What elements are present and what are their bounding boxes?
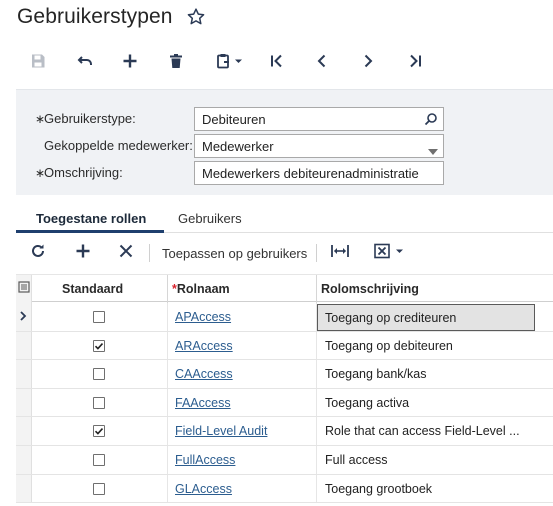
row-selector[interactable] bbox=[16, 360, 32, 388]
fit-width-icon bbox=[331, 244, 349, 263]
save-icon bbox=[30, 53, 46, 69]
col-rolename-label: Rolnaam bbox=[176, 282, 230, 296]
description-field[interactable] bbox=[194, 161, 444, 185]
table-row[interactable] bbox=[16, 332, 553, 361]
cell-divider bbox=[167, 303, 168, 331]
cell-divider bbox=[316, 446, 317, 474]
paste-button[interactable] bbox=[210, 44, 250, 78]
delete-button[interactable] bbox=[161, 44, 191, 78]
standard-checkbox[interactable] bbox=[93, 483, 105, 495]
cell-divider bbox=[316, 475, 317, 503]
page-title: Gebruikerstypen bbox=[17, 5, 173, 28]
standard-checkbox[interactable] bbox=[93, 397, 105, 409]
column-divider[interactable] bbox=[167, 275, 168, 303]
roles-grid bbox=[16, 274, 553, 506]
chevron-right-icon bbox=[360, 53, 376, 69]
tab-users-label: Gebruikers bbox=[178, 211, 242, 226]
clipboard-icon bbox=[216, 53, 244, 69]
table-row[interactable] bbox=[16, 446, 553, 475]
active-tab-indicator bbox=[16, 230, 164, 233]
first-icon bbox=[269, 53, 285, 69]
usertype-label: Gebruikerstype: bbox=[44, 111, 136, 126]
role-name-link[interactable]: ARAccess bbox=[175, 338, 233, 353]
chevron-right-icon bbox=[20, 308, 27, 326]
add-icon bbox=[75, 243, 91, 264]
role-name-link[interactable]: FAAccess bbox=[175, 395, 231, 410]
usertype-field[interactable] bbox=[194, 107, 444, 131]
main-toolbar bbox=[0, 44, 553, 78]
tab-allowed-roles[interactable] bbox=[36, 201, 146, 233]
standard-checkbox[interactable] bbox=[93, 340, 105, 352]
column-divider[interactable] bbox=[316, 275, 317, 303]
cell-divider bbox=[316, 360, 317, 388]
star-icon[interactable] bbox=[186, 7, 206, 27]
required-marker: ∗ bbox=[35, 166, 46, 180]
refresh-button[interactable] bbox=[26, 237, 50, 269]
cell-divider bbox=[167, 417, 168, 445]
standard-checkbox[interactable] bbox=[93, 454, 105, 466]
cell-divider bbox=[167, 475, 168, 503]
add-icon bbox=[122, 53, 138, 69]
standard-checkbox[interactable] bbox=[93, 425, 105, 437]
role-description: Full access bbox=[325, 453, 388, 467]
last-record-button[interactable] bbox=[400, 44, 430, 78]
grid-toolbar bbox=[16, 235, 553, 271]
add-row-button[interactable] bbox=[71, 237, 95, 269]
table-row[interactable] bbox=[16, 417, 553, 446]
cell-divider bbox=[316, 332, 317, 360]
role-name-link[interactable]: GLAccess bbox=[175, 481, 232, 496]
check-icon bbox=[94, 426, 104, 436]
close-icon bbox=[118, 243, 134, 264]
excel-icon bbox=[374, 243, 408, 264]
trash-icon bbox=[168, 53, 184, 69]
required-marker: ∗ bbox=[35, 112, 46, 126]
check-icon bbox=[94, 341, 104, 351]
delete-row-button[interactable] bbox=[114, 237, 138, 269]
add-button[interactable] bbox=[115, 44, 145, 78]
role-description: Role that can access Field-Level ... bbox=[325, 424, 520, 439]
row-selector[interactable] bbox=[16, 446, 32, 474]
col-roledesc-label: Rolomschrijving bbox=[321, 282, 419, 296]
cell-divider bbox=[316, 417, 317, 445]
role-name-link[interactable]: APAccess bbox=[175, 310, 232, 324]
role-description: Toegang op debiteuren bbox=[325, 338, 453, 353]
standard-checkbox[interactable] bbox=[93, 368, 105, 380]
role-name-link[interactable]: CAAccess bbox=[175, 367, 233, 382]
first-record-button[interactable] bbox=[262, 44, 292, 78]
col-header-roledesc[interactable] bbox=[321, 275, 419, 303]
role-description-editor[interactable]: Toegang op crediteuren bbox=[317, 304, 535, 331]
cell-divider bbox=[167, 360, 168, 388]
cell-divider bbox=[167, 332, 168, 360]
role-description: Toegang grootboek bbox=[325, 481, 433, 496]
export-excel-button[interactable] bbox=[373, 237, 409, 269]
tab-bar bbox=[16, 201, 553, 233]
row-selector[interactable] bbox=[16, 417, 32, 445]
standard-checkbox[interactable] bbox=[93, 311, 105, 323]
employee-select[interactable] bbox=[194, 134, 444, 158]
description-label: Omschrijving: bbox=[44, 165, 123, 180]
save-button[interactable] bbox=[23, 44, 53, 78]
dropdown-arrow-icon bbox=[428, 143, 438, 158]
role-description: Toegang activa bbox=[325, 395, 410, 410]
grid-header bbox=[16, 274, 553, 302]
col-header-standard[interactable] bbox=[62, 275, 123, 303]
cell-divider bbox=[316, 389, 317, 417]
form-panel bbox=[16, 89, 553, 195]
col-standard-label: Standaard bbox=[62, 282, 124, 296]
file-list-icon bbox=[18, 280, 30, 298]
tab-allowed-roles-label: Toegestane rollen bbox=[36, 211, 147, 226]
row-selector-header[interactable] bbox=[16, 275, 32, 303]
employee-value: Medewerker bbox=[202, 139, 274, 154]
toolbar-divider bbox=[149, 244, 150, 262]
row-selector[interactable] bbox=[16, 475, 32, 503]
undo-button[interactable] bbox=[70, 44, 100, 78]
table-row[interactable] bbox=[16, 303, 553, 332]
search-icon[interactable] bbox=[424, 112, 438, 129]
employee-label: Gekoppelde medewerker: bbox=[44, 138, 193, 153]
cell-divider bbox=[167, 446, 168, 474]
apply-to-users-label: Toepassen op gebruikers bbox=[162, 245, 308, 261]
refresh-icon bbox=[30, 243, 46, 264]
col-header-rolename[interactable] bbox=[172, 275, 230, 303]
next-record-button[interactable] bbox=[353, 44, 383, 78]
description-value: Medewerkers debiteurenadministratie bbox=[202, 166, 419, 181]
cell-divider bbox=[167, 389, 168, 417]
tab-users[interactable] bbox=[178, 201, 242, 233]
table-row[interactable] bbox=[16, 360, 553, 389]
usertype-value: Debiteuren bbox=[202, 112, 266, 127]
table-row[interactable] bbox=[16, 389, 553, 418]
toolbar-divider bbox=[316, 244, 317, 262]
required-marker: * bbox=[172, 282, 177, 296]
row-selector[interactable] bbox=[16, 303, 32, 331]
undo-icon bbox=[77, 53, 93, 69]
title-bar bbox=[0, 0, 553, 38]
prev-record-button[interactable] bbox=[307, 44, 337, 78]
row-selector[interactable] bbox=[16, 332, 32, 360]
role-description: Toegang bank/kas bbox=[325, 367, 427, 382]
row-selector[interactable] bbox=[16, 389, 32, 417]
apply-to-users-button[interactable] bbox=[162, 237, 307, 269]
last-icon bbox=[407, 53, 423, 69]
role-name-link[interactable]: Field-Level Audit bbox=[175, 424, 268, 439]
chevron-left-icon bbox=[314, 53, 330, 69]
fit-columns-button[interactable] bbox=[328, 237, 352, 269]
table-row[interactable] bbox=[16, 475, 553, 504]
role-name-link[interactable]: FullAccess bbox=[175, 453, 236, 467]
